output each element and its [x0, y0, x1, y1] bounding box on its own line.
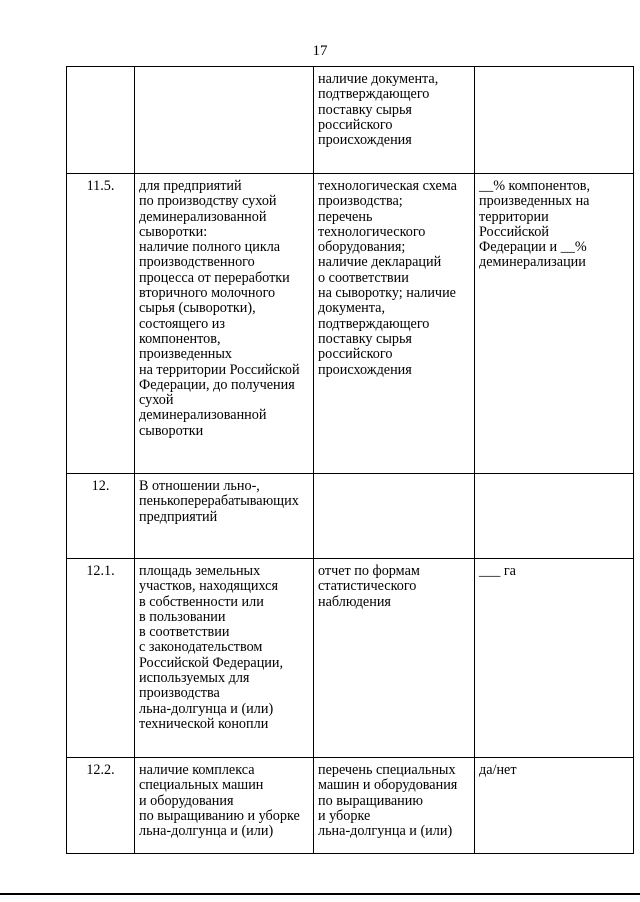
page-bottom-edge: [0, 893, 640, 895]
row-number: 11.5.: [67, 174, 135, 474]
row-number: [67, 67, 135, 174]
table-row: [67, 559, 634, 758]
table-row: [67, 67, 634, 174]
row-number: 12.2.: [67, 758, 135, 854]
page-number: 17: [312, 43, 328, 59]
document-cell: перечень специальных машин и оборудования по выращиванию и уборке льна-долгунца и (или): [314, 758, 475, 854]
document-cell: [314, 474, 475, 559]
value-cell: ___ га: [475, 559, 634, 758]
value-cell: [475, 474, 634, 559]
criterion-cell: В отношении льно-, пенькоперерабатывающих предприятий: [135, 474, 314, 559]
table-row: [67, 758, 634, 854]
value-cell: [475, 67, 634, 174]
value-cell: да/нет: [475, 758, 634, 854]
row-number: 12.: [67, 474, 135, 559]
document-cell: наличие документа, подтверждающего поставку сырья российского происхождения: [314, 67, 475, 174]
criterion-cell: для предприятий по производству сухой деминерализованной сыворотки: наличие полного цикла производственного процесса от переработки вторичного молочного сырья (сыворотки), состоящего из компонентов, произведенных на территории Российской Федерации, до получения сухой деминерализованной сыворотки: [135, 174, 314, 474]
table-row: [67, 174, 634, 474]
document-cell: отчет по формам статистического наблюдения: [314, 559, 475, 758]
requirements-table: [66, 66, 634, 854]
value-cell: __% компонентов, произведенных на территории Российской Федерации и __% деминерализации: [475, 174, 634, 474]
criterion-cell: площадь земельных участков, находящихся в собственности или в пользовании в соответствии с законодательством Российской Федерации, используемых для производства льна-долгунца и (или) технической конопли: [135, 559, 314, 758]
table-row: [67, 474, 634, 559]
criterion-cell: [135, 67, 314, 174]
criterion-cell: наличие комплекса специальных машин и оборудования по выращиванию и уборке льна-долгунца и (или): [135, 758, 314, 854]
document-cell: технологическая схема производства; перечень технологического оборудования; наличие деклараций о соответствии на сыворотку; наличие документа, подтверждающего поставку сырья российского происхождения: [314, 174, 475, 474]
row-number: 12.1.: [67, 559, 135, 758]
